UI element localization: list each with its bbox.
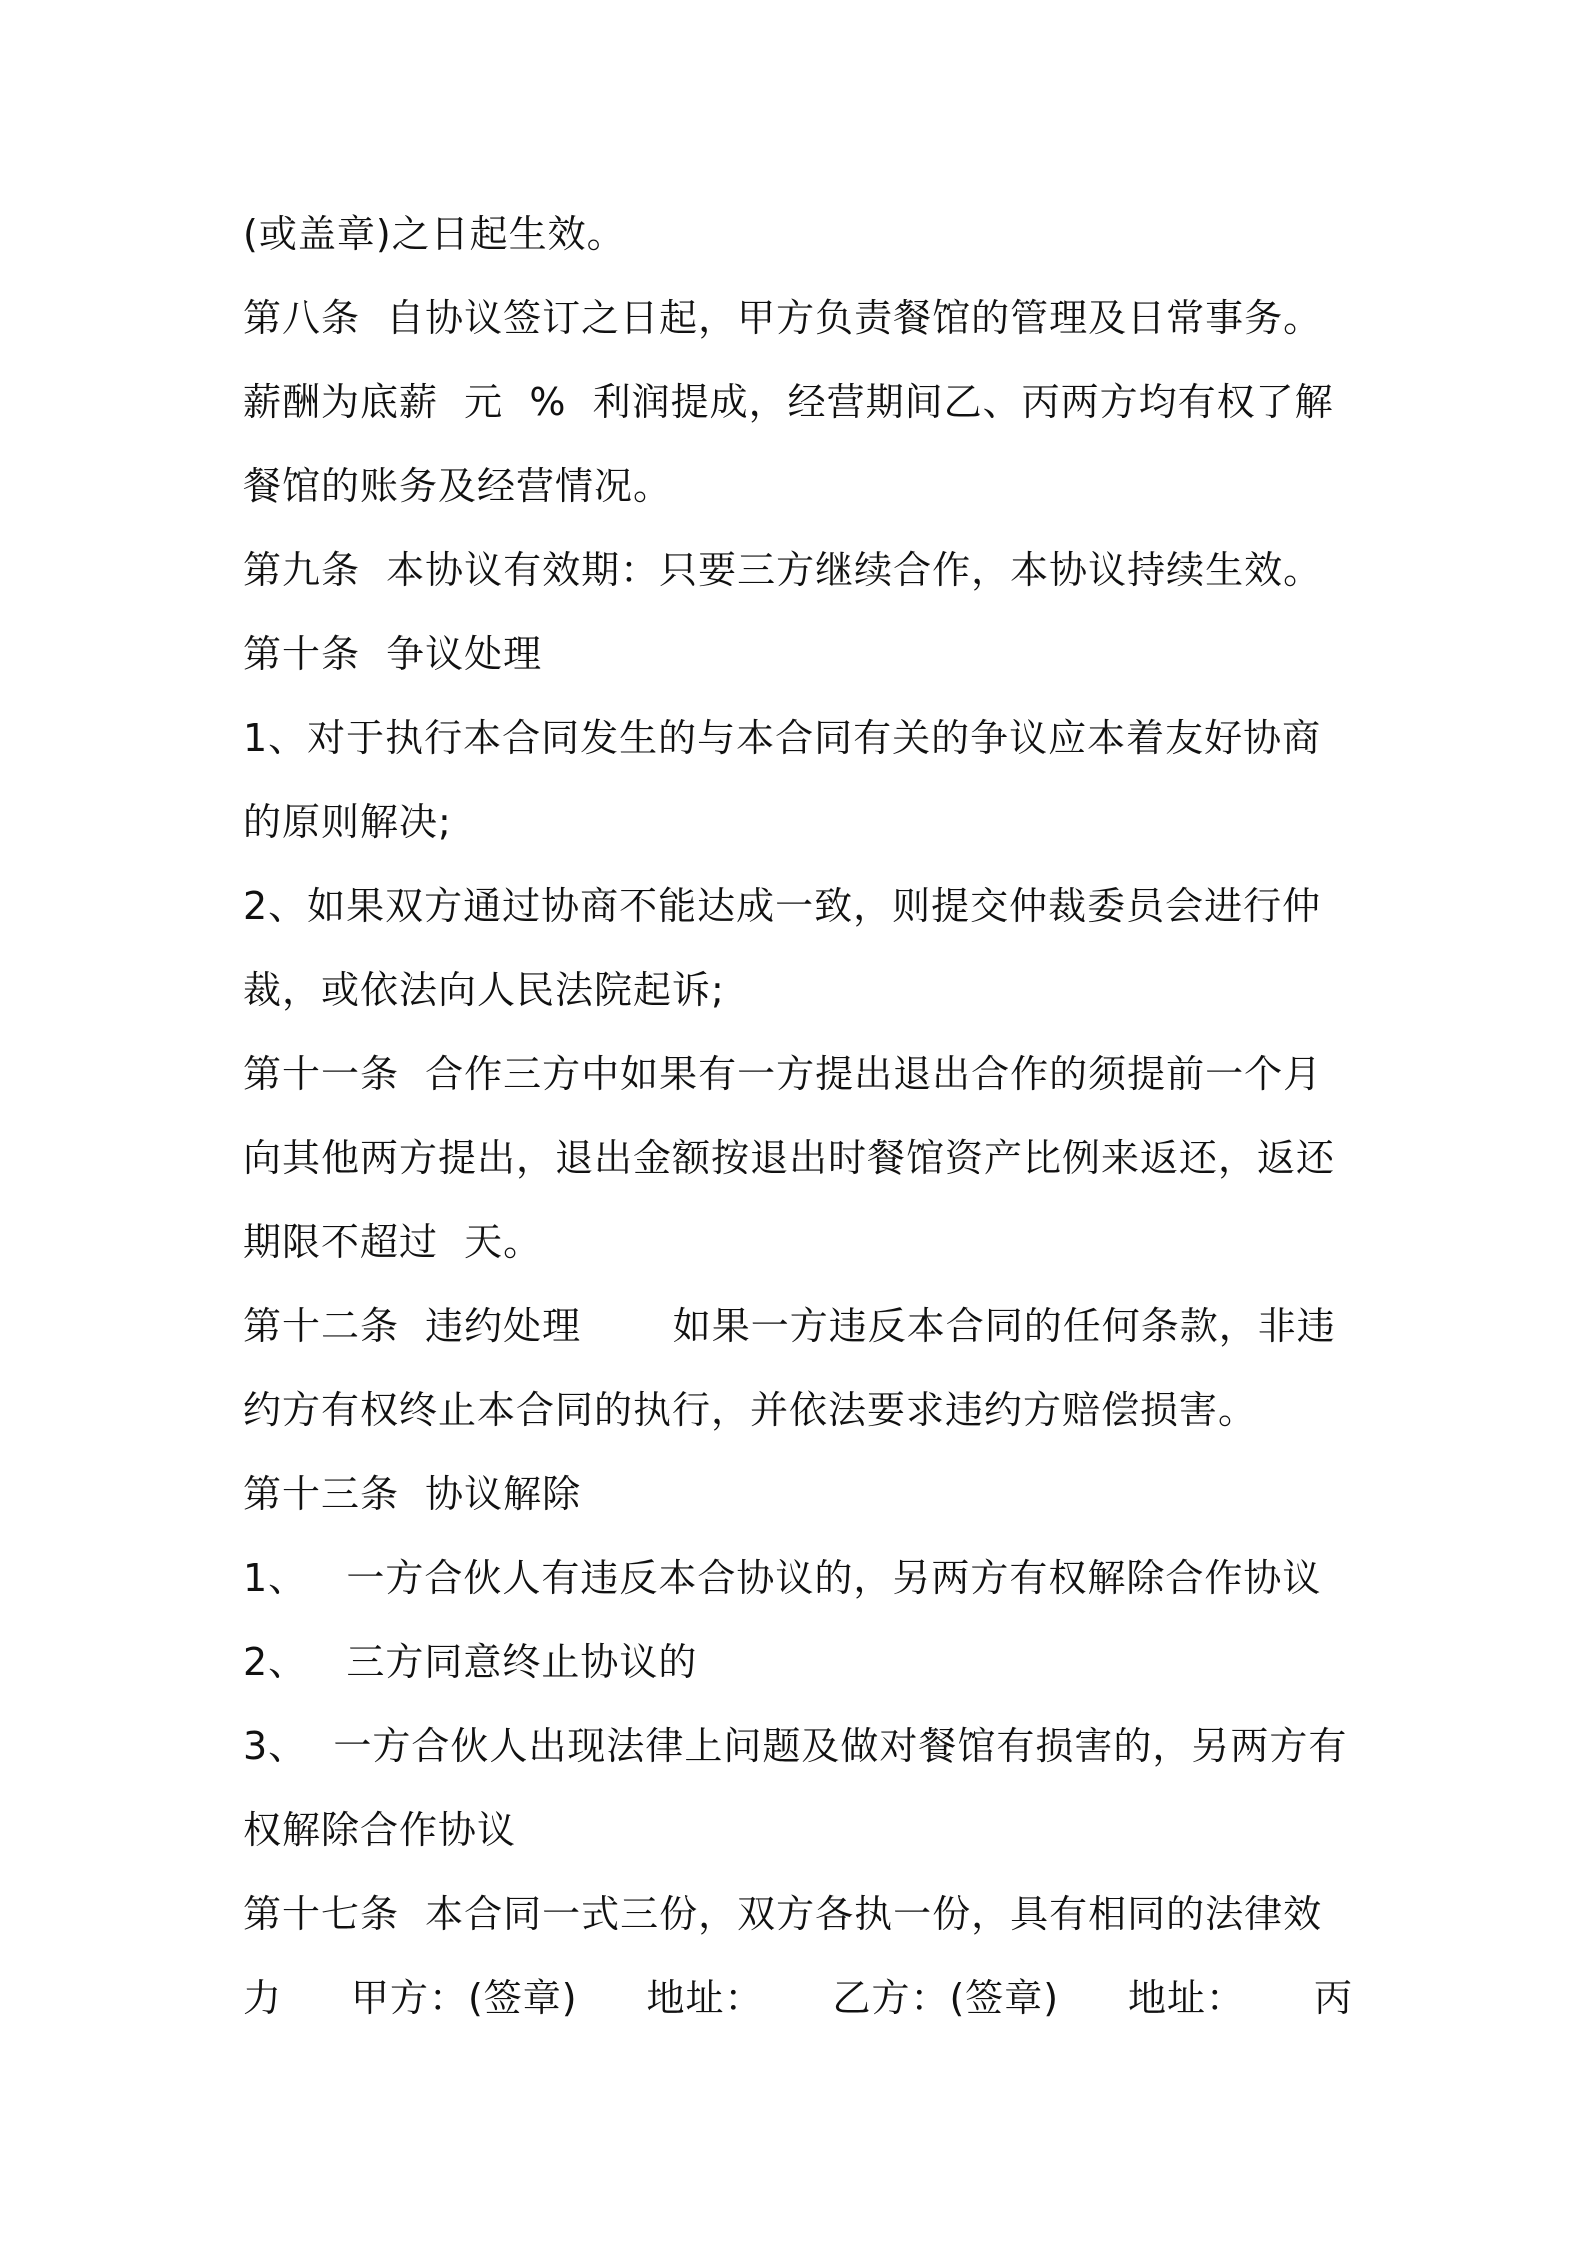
text-line-2: 第八条 自协议签订之日起，甲方负责餐馆的管理及日常事务。	[243, 296, 1323, 340]
text-line-14: 第十二条 违约处理 如果一方违反本合同的任何条款，非违	[243, 1304, 1336, 1348]
signature-line-force: 力	[243, 1976, 283, 2020]
party-c-label: 丙	[1313, 1976, 1353, 2020]
text-line-8: 的原则解决;	[243, 800, 452, 844]
text-line-15: 约方有权终止本合同的执行，并依法要求违约方赔偿损害。	[243, 1388, 1258, 1432]
text-line-19: 3、 一方合伙人出现法律上问题及做对餐馆有损害的，另两方有	[243, 1724, 1348, 1768]
party-b-signature: 乙方：(签章)	[832, 1976, 1060, 2020]
text-line-18: 2、 三方同意终止协议的	[243, 1640, 698, 1684]
party-a-address: 地址：	[646, 1976, 764, 2020]
text-line-9: 2、如果双方通过协商不能达成一致，则提交仲裁委员会进行仲	[243, 884, 1322, 928]
text-line-5: 第九条 本协议有效期：只要三方继续合作，本协议持续生效。	[243, 548, 1323, 592]
text-line-1: (或盖章)之日起生效。	[243, 212, 626, 256]
text-line-6: 第十条 争议处理	[243, 632, 543, 676]
text-line-21: 第十七条 本合同一式三份，双方各执一份，具有相同的法律效	[243, 1892, 1323, 1936]
text-line-4: 餐馆的账务及经营情况。	[243, 464, 673, 508]
text-line-16: 第十三条 协议解除	[243, 1472, 582, 1516]
party-b-address: 地址：	[1128, 1976, 1246, 2020]
text-line-13: 期限不超过 天。	[243, 1220, 543, 1264]
text-line-7: 1、对于执行本合同发生的与本合同有关的争议应本着友好协商	[243, 716, 1322, 760]
text-line-11: 第十一条 合作三方中如果有一方提出退出合作的须提前一个月	[243, 1052, 1323, 1096]
text-line-20: 权解除合作协议	[243, 1808, 517, 1852]
text-line-17: 1、 一方合伙人有违反本合协议的，另两方有权解除合作协议	[243, 1556, 1322, 1600]
party-a-signature: 甲方：(签章)	[350, 1976, 578, 2020]
text-line-12: 向其他两方提出，退出金额按退出时餐馆资产比例来返还，返还	[243, 1136, 1336, 1180]
signature-line	[243, 1956, 1353, 2040]
text-line-3: 薪酬为底薪 元 % 利润提成，经营期间乙、丙两方均有权了解	[243, 380, 1334, 424]
text-line-10: 裁，或依法向人民法院起诉;	[243, 968, 725, 1012]
document-page	[243, 192, 1353, 2040]
